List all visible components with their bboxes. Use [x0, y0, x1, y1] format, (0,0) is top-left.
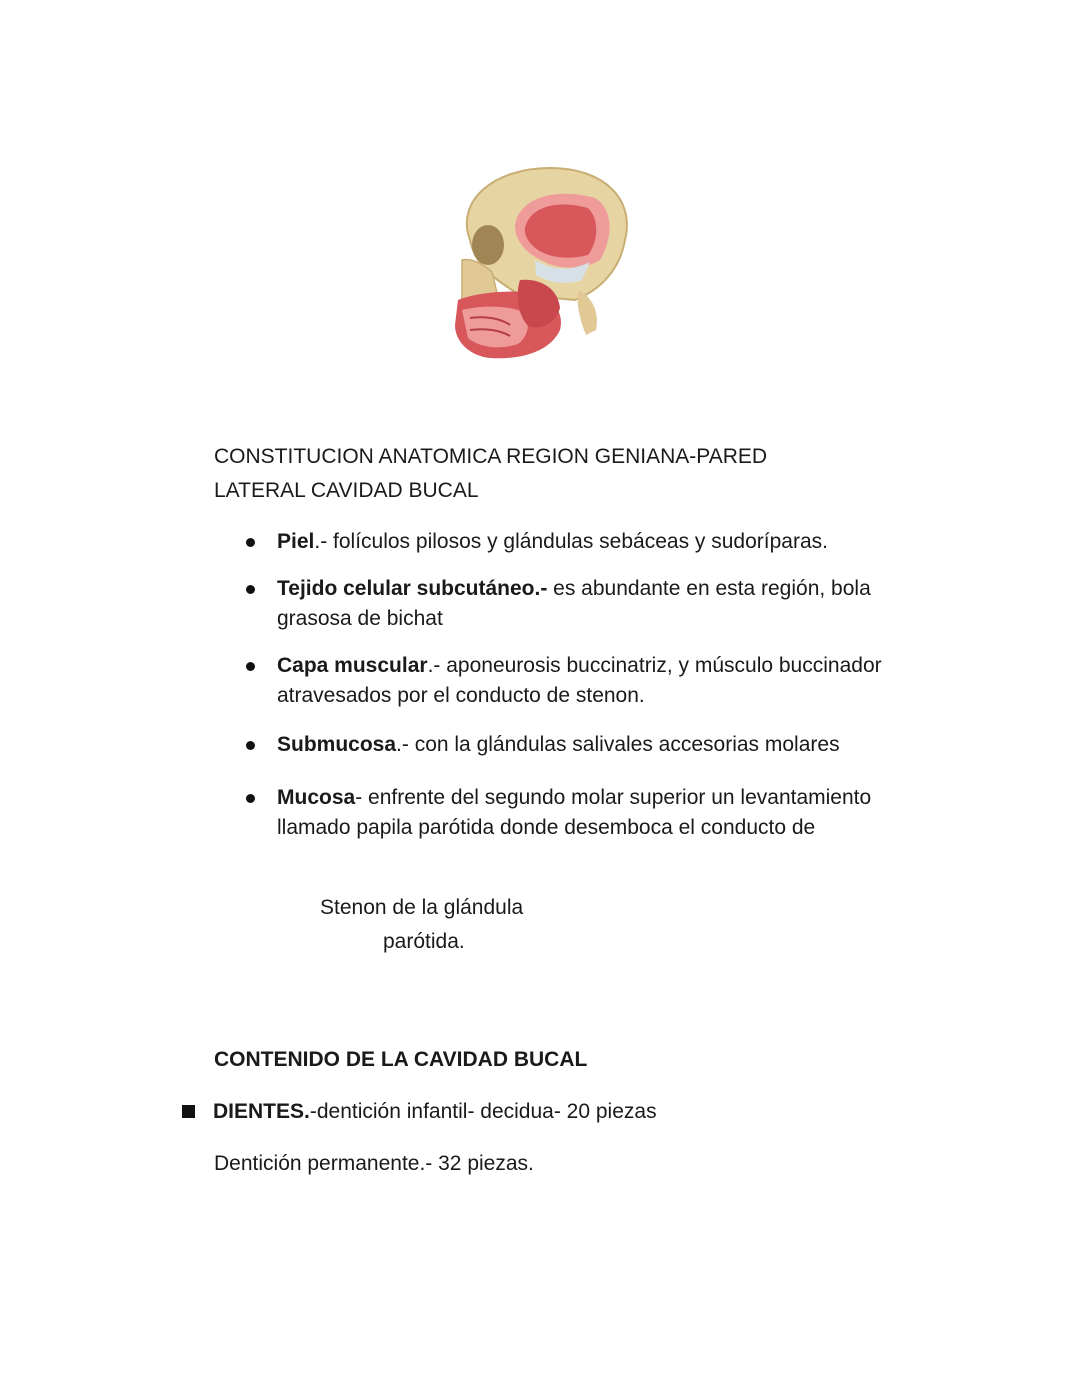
teeth-text: -dentición infantil- decidua- 20 piezas — [309, 1100, 657, 1123]
section-title-constitucion — [214, 440, 854, 508]
permanent-dentition-text: Dentición permanente.- 32 piezas. — [214, 1152, 534, 1175]
list-item — [240, 527, 900, 557]
section-title-contenido: CONTENIDO DE LA CAVIDAD BUCAL — [214, 1048, 588, 1071]
list-item — [240, 783, 900, 843]
item-term: Piel — [277, 530, 315, 553]
item-text: .- aponeurosis buccinatriz, y músculo buccinador atravesados por el conducto de stenon. — [277, 654, 882, 707]
anatomy-layer-list — [240, 527, 900, 843]
bullet-icon — [246, 585, 255, 594]
item-text: .- con la glándulas salivales accesorias molares — [396, 733, 840, 756]
bullet-icon — [246, 741, 255, 750]
item-text: es abundante en esta región, bola grasosa de bichat — [277, 577, 871, 630]
bullet-icon — [246, 794, 255, 803]
item-text: - enfrente del segundo molar superior un levantamiento llamado papila parótida donde desemboca el conducto de — [277, 786, 872, 839]
bullet-icon — [246, 538, 255, 547]
continuation-text-1: Stenon de la glándula — [320, 896, 524, 919]
bullet-icon — [246, 662, 255, 671]
title-line-2: LATERAL CAVIDAD BUCAL — [214, 479, 479, 502]
title-line-1: CONSTITUCION ANATOMICA REGION GENIANA-PARED — [214, 445, 768, 468]
continuation-text-2: parótida. — [383, 930, 465, 953]
list-item — [240, 574, 900, 634]
item-term: Capa muscular — [277, 654, 428, 677]
item-term: Mucosa — [277, 786, 356, 809]
item-term: Submucosa — [277, 733, 397, 756]
skull-anatomy-illustration — [400, 130, 680, 375]
square-bullet-icon — [182, 1105, 195, 1118]
teeth-item — [182, 1096, 657, 1128]
list-item — [240, 730, 900, 760]
teeth-term: DIENTES. — [213, 1100, 310, 1123]
item-term: Tejido celular subcutáneo.- — [277, 577, 548, 600]
item-text: .- folículos pilosos y glándulas sebáceas y sudoríparas. — [314, 530, 828, 553]
list-item — [240, 651, 900, 711]
skull-icon — [400, 130, 680, 375]
